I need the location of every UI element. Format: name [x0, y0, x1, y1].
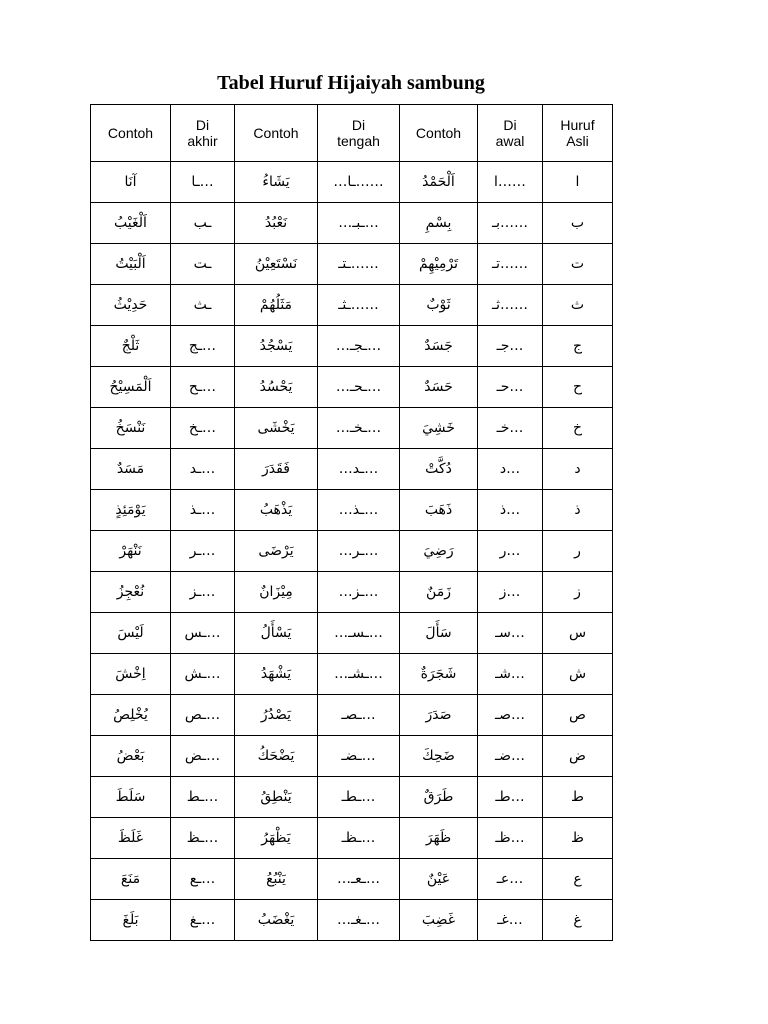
cell-di-tengah: ……ـثـ [318, 285, 400, 326]
cell-contoh-awal: دُكَّتْ [400, 449, 478, 490]
cell-contoh-akhir: مَسَدٌ [91, 449, 171, 490]
cell-di-tengah: …ـشـ… [318, 654, 400, 695]
cell-contoh-akhir: نُعْجِزُ [91, 572, 171, 613]
cell-contoh-awal: ضَحِكَ [400, 736, 478, 777]
cell-contoh-tengah: مَثَلُهُمْ [235, 285, 318, 326]
cell-huruf-asli: ب [543, 203, 613, 244]
cell-huruf-asli: ح [543, 367, 613, 408]
cell-contoh-tengah: فَقَدَرَ [235, 449, 318, 490]
cell-di-akhir: …ـس [171, 613, 235, 654]
cell-contoh-akhir: اَلْغَيْبُ [91, 203, 171, 244]
cell-di-tengah: …ـغـ… [318, 900, 400, 941]
table-row [91, 572, 613, 613]
cell-huruf-asli: س [543, 613, 613, 654]
cell-contoh-awal: ثَوْبٌ [400, 285, 478, 326]
cell-huruf-asli: ش [543, 654, 613, 695]
header-di-akhir-label: Di akhir [187, 117, 218, 149]
cell-di-akhir: ـب [171, 203, 235, 244]
cell-contoh-tengah: يَنْطِقُ [235, 777, 318, 818]
cell-contoh-tengah: مِيْزَانٌ [235, 572, 318, 613]
cell-di-awal: ……بـ [478, 203, 543, 244]
table-row [91, 531, 613, 572]
cell-contoh-akhir: بَعْضُ [91, 736, 171, 777]
cell-di-tengah: …ـبـ… [318, 203, 400, 244]
table-row [91, 490, 613, 531]
cell-contoh-awal: ظَهَرَ [400, 818, 478, 859]
cell-contoh-akhir: اِخْشَ [91, 654, 171, 695]
cell-contoh-akhir: غَلَظَ [91, 818, 171, 859]
cell-huruf-asli: ذ [543, 490, 613, 531]
cell-di-akhir: …ـط [171, 777, 235, 818]
cell-contoh-akhir: سَلَطَ [91, 777, 171, 818]
cell-di-tengah: …ـز… [318, 572, 400, 613]
table-row [91, 408, 613, 449]
cell-di-akhir: …ـض [171, 736, 235, 777]
cell-di-tengah: …ـطـ [318, 777, 400, 818]
table-row [91, 613, 613, 654]
cell-di-tengah: …ـر… [318, 531, 400, 572]
cell-contoh-tengah: يَضْحَكُ [235, 736, 318, 777]
cell-contoh-awal: سَأَلَ [400, 613, 478, 654]
cell-huruf-asli: ظ [543, 818, 613, 859]
cell-contoh-awal: طَرَقٌ [400, 777, 478, 818]
cell-contoh-tengah: نَعْبُدُ [235, 203, 318, 244]
cell-contoh-tengah: يَشَاءُ [235, 162, 318, 203]
cell-huruf-asli: ر [543, 531, 613, 572]
cell-di-akhir: …ـا [171, 162, 235, 203]
cell-contoh-akhir: اَلْمَسِيْحُ [91, 367, 171, 408]
cell-huruf-asli: خ [543, 408, 613, 449]
hijaiyah-table [90, 104, 613, 941]
cell-di-akhir: …ـذ [171, 490, 235, 531]
header-di-awal [478, 105, 543, 162]
cell-di-awal: ……ثـ [478, 285, 543, 326]
cell-di-akhir: …ـش [171, 654, 235, 695]
header-di-tengah-label: Di tengah [337, 117, 380, 149]
cell-di-awal: …ذ [478, 490, 543, 531]
cell-di-awal: …طـ [478, 777, 543, 818]
cell-di-akhir: …ـظ [171, 818, 235, 859]
cell-di-tengah: ……ـا… [318, 162, 400, 203]
cell-di-awal: …د [478, 449, 543, 490]
cell-huruf-asli: ت [543, 244, 613, 285]
cell-contoh-tengah: يَنْبُعُ [235, 859, 318, 900]
cell-contoh-akhir: نَنْهَرْ [91, 531, 171, 572]
cell-di-akhir: …ـد [171, 449, 235, 490]
cell-di-akhir: …ـر [171, 531, 235, 572]
cell-huruf-asli: ض [543, 736, 613, 777]
cell-huruf-asli: ز [543, 572, 613, 613]
cell-contoh-awal: تَرْمِيْهِمْ [400, 244, 478, 285]
cell-di-tengah: …ـحـ… [318, 367, 400, 408]
cell-contoh-tengah: يَشْهَدُ [235, 654, 318, 695]
cell-contoh-tengah: يَصْدُرُ [235, 695, 318, 736]
cell-huruf-asli: ع [543, 859, 613, 900]
table-body [91, 162, 613, 941]
cell-di-tengah: ……ـتـ [318, 244, 400, 285]
cell-di-awal: …شـ [478, 654, 543, 695]
table-row [91, 285, 613, 326]
cell-di-akhir: ـث [171, 285, 235, 326]
cell-contoh-akhir: آنَا [91, 162, 171, 203]
header-di-tengah [318, 105, 400, 162]
table-row [91, 736, 613, 777]
header-contoh-awal: Contoh [400, 105, 478, 162]
cell-di-awal: …عـ [478, 859, 543, 900]
cell-contoh-tengah: يَسْأَلُ [235, 613, 318, 654]
cell-huruf-asli: د [543, 449, 613, 490]
cell-di-akhir: …ـخ [171, 408, 235, 449]
table-row [91, 449, 613, 490]
cell-contoh-awal: زَمَنٌ [400, 572, 478, 613]
cell-contoh-tengah: يَرْضَى [235, 531, 318, 572]
cell-contoh-akhir: مَنَعَ [91, 859, 171, 900]
cell-contoh-akhir: حَدِيْثُ [91, 285, 171, 326]
cell-contoh-tengah: يَذْهَبُ [235, 490, 318, 531]
cell-contoh-akhir: لَيْسَ [91, 613, 171, 654]
cell-di-awal: …ضـ [478, 736, 543, 777]
cell-contoh-tengah: يَحْسُدُ [235, 367, 318, 408]
cell-contoh-awal: جَسَدٌ [400, 326, 478, 367]
table-row [91, 244, 613, 285]
cell-di-tengah: …ـخـ… [318, 408, 400, 449]
cell-di-tengah: …ـجـ… [318, 326, 400, 367]
cell-contoh-akhir: بَلَغَ [91, 900, 171, 941]
cell-contoh-akhir: نَنْسَخُ [91, 408, 171, 449]
cell-di-awal: …حـ [478, 367, 543, 408]
cell-di-awal: …سـ [478, 613, 543, 654]
table-row [91, 695, 613, 736]
cell-di-tengah: …ـعـ… [318, 859, 400, 900]
cell-di-tengah: …ـضـ [318, 736, 400, 777]
cell-contoh-awal: حَسَدٌ [400, 367, 478, 408]
cell-huruf-asli: ج [543, 326, 613, 367]
cell-contoh-awal: اَلْحَمْدُ [400, 162, 478, 203]
table-row [91, 900, 613, 941]
cell-huruf-asli: ا [543, 162, 613, 203]
table-header-row [91, 105, 613, 162]
cell-contoh-akhir: اَلْبَيْتُ [91, 244, 171, 285]
cell-huruf-asli: ص [543, 695, 613, 736]
page-title: Tabel Huruf Hijaiyah sambung [217, 72, 485, 94]
header-huruf-asli-label: Huruf Asli [560, 117, 595, 149]
header-di-akhir [171, 105, 235, 162]
cell-di-akhir: …ـع [171, 859, 235, 900]
cell-contoh-tengah: يَظْهَرُ [235, 818, 318, 859]
cell-di-akhir: …ـغ [171, 900, 235, 941]
cell-contoh-akhir: ثَلْجٌ [91, 326, 171, 367]
cell-di-awal: …جـ [478, 326, 543, 367]
cell-contoh-tengah: يَخْشَى [235, 408, 318, 449]
cell-contoh-tengah: يَسْجُدُ [235, 326, 318, 367]
cell-di-awal: …ظـ [478, 818, 543, 859]
header-di-awal-label: Di awal [495, 117, 525, 149]
cell-di-tengah: …ـسـ… [318, 613, 400, 654]
cell-contoh-awal: شَجَرَةٌ [400, 654, 478, 695]
cell-di-akhir: ـت [171, 244, 235, 285]
cell-contoh-tengah: يَغْضَبُ [235, 900, 318, 941]
cell-di-awal: …خـ [478, 408, 543, 449]
cell-contoh-awal: عَيْنٌ [400, 859, 478, 900]
cell-di-awal: …غـ [478, 900, 543, 941]
cell-di-awal: ……ا [478, 162, 543, 203]
cell-contoh-awal: رَضِيَ [400, 531, 478, 572]
header-huruf-asli [543, 105, 613, 162]
header-contoh-akhir: Contoh [91, 105, 171, 162]
header-contoh-tengah: Contoh [235, 105, 318, 162]
cell-contoh-awal: صَدَرَ [400, 695, 478, 736]
cell-contoh-awal: بِسْمِ [400, 203, 478, 244]
table-row [91, 654, 613, 695]
cell-di-tengah: …ـذ… [318, 490, 400, 531]
cell-contoh-akhir: يَوْمَئِذٍ [91, 490, 171, 531]
cell-contoh-akhir: يُخْلِصُ [91, 695, 171, 736]
cell-contoh-awal: غَضِبَ [400, 900, 478, 941]
cell-huruf-asli: ث [543, 285, 613, 326]
cell-di-akhir: …ـج [171, 326, 235, 367]
cell-di-akhir: …ـح [171, 367, 235, 408]
table-row [91, 367, 613, 408]
cell-di-akhir: …ـز [171, 572, 235, 613]
cell-di-awal: ……تـ [478, 244, 543, 285]
cell-contoh-awal: خَشِيَ [400, 408, 478, 449]
cell-di-tengah: …ـظـ [318, 818, 400, 859]
table-row [91, 326, 613, 367]
cell-contoh-tengah: نَسْتَعِيْنُ [235, 244, 318, 285]
cell-huruf-asli: ط [543, 777, 613, 818]
cell-di-awal: …صـ [478, 695, 543, 736]
cell-huruf-asli: غ [543, 900, 613, 941]
cell-di-tengah: …ـد… [318, 449, 400, 490]
table-row [91, 859, 613, 900]
cell-di-awal: …ر [478, 531, 543, 572]
table-row [91, 777, 613, 818]
cell-di-tengah: …ـصـ [318, 695, 400, 736]
cell-di-akhir: …ـص [171, 695, 235, 736]
table-row [91, 203, 613, 244]
table-row [91, 162, 613, 203]
cell-di-awal: …ز [478, 572, 543, 613]
table-row [91, 818, 613, 859]
cell-contoh-awal: ذَهَبَ [400, 490, 478, 531]
